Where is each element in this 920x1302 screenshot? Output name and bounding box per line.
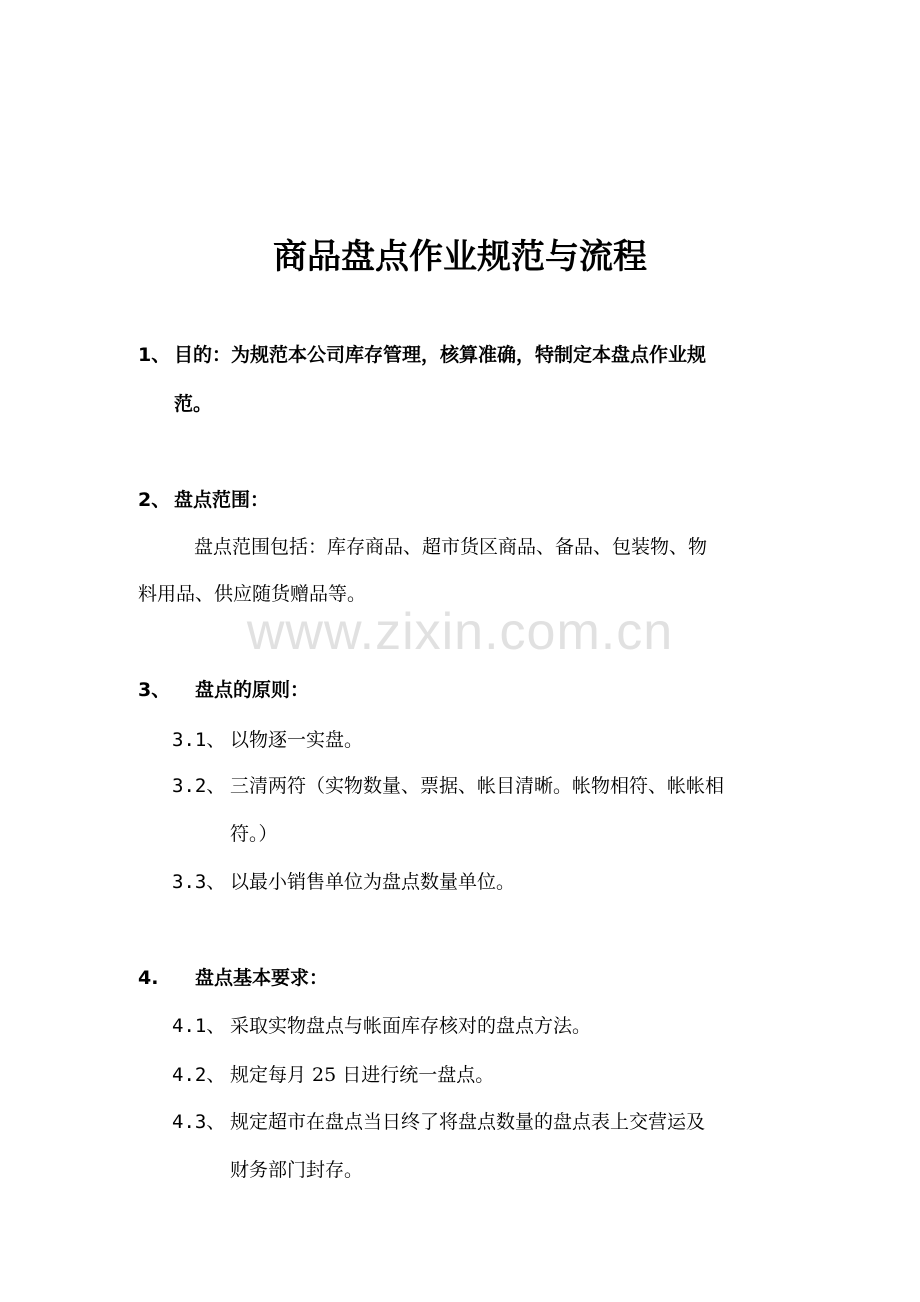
item-3-3-number: 3.3、 bbox=[172, 871, 226, 893]
item-3-2-text-continued: 符。） bbox=[230, 823, 278, 845]
item-4-2-number: 4.2、 bbox=[172, 1064, 226, 1086]
section-1-number: 1、 bbox=[138, 344, 171, 366]
document-title: 商品盘点作业规范与流程 bbox=[273, 237, 647, 277]
watermark: www.zixin.com.cn bbox=[246, 603, 674, 661]
item-4-3-number: 4.3、 bbox=[172, 1111, 226, 1133]
section-4-number: 4. bbox=[138, 967, 159, 989]
section-2-paragraph-line-2: 料用品、供应随货赠品等。 bbox=[138, 583, 367, 605]
item-3-1-number: 3.1、 bbox=[172, 729, 226, 751]
item-4-1-number: 4.1、 bbox=[172, 1015, 226, 1037]
section-3-number: 3、 bbox=[138, 679, 171, 701]
item-3-1-text: 以物逐一实盘。 bbox=[230, 729, 364, 751]
section-2-heading: 盘点范围： bbox=[174, 489, 270, 511]
section-1-heading-continued: 范。 bbox=[174, 393, 213, 415]
item-4-3-text-continued: 财务部门封存。 bbox=[230, 1159, 364, 1181]
section-2-paragraph-line-1: 盘点范围包括：库存商品、超市货区商品、备品、包装物、物 bbox=[194, 536, 708, 558]
section-3-heading: 盘点的原则： bbox=[195, 679, 310, 701]
section-2-number: 2、 bbox=[138, 489, 171, 511]
item-4-2-text: 规定每月 25 日进行统一盘点。 bbox=[230, 1064, 495, 1086]
section-4-heading: 盘点基本要求： bbox=[195, 967, 329, 989]
item-3-3-text: 以最小销售单位为盘点数量单位。 bbox=[230, 871, 516, 893]
item-3-2-number: 3.2、 bbox=[172, 775, 226, 797]
item-3-2-text: 三清两符（实物数量、票据、帐目清晰。帐物相符、帐帐相 bbox=[230, 775, 725, 797]
item-4-3-text: 规定超市在盘点当日终了将盘点数量的盘点表上交营运及 bbox=[230, 1111, 706, 1133]
item-4-1-text: 采取实物盘点与帐面库存核对的盘点方法。 bbox=[230, 1015, 592, 1037]
section-1-heading: 目的：为规范本公司库存管理，核算准确，特制定本盘点作业规 bbox=[174, 344, 707, 366]
